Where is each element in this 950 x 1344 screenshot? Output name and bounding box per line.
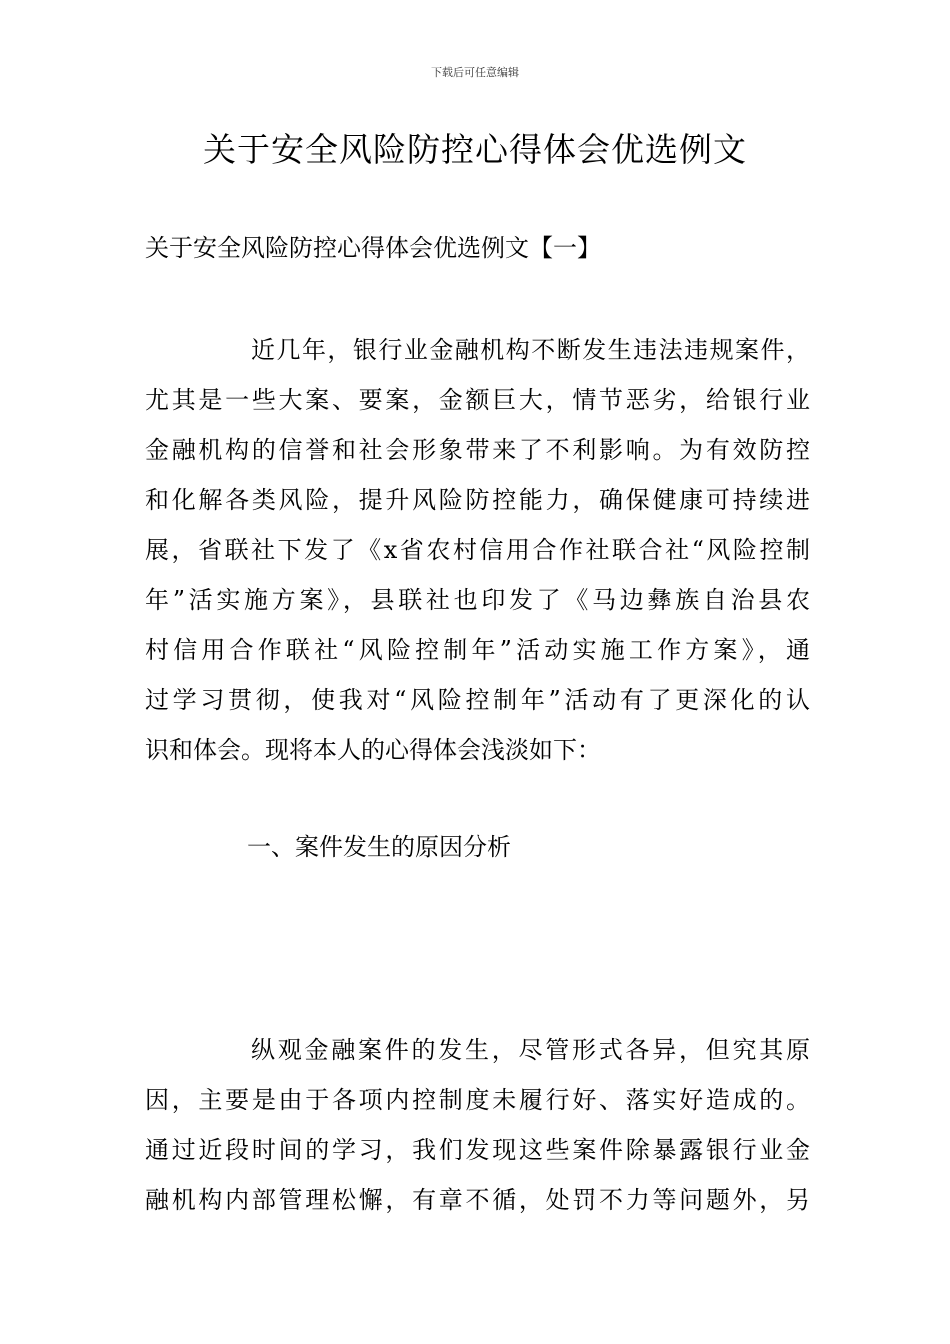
sub-heading: 一、案件发生的原因分析 — [247, 833, 511, 861]
section-title: 关于安全风险防控心得体会优选例文【一】 — [145, 234, 601, 262]
paragraph-line: 识和体会。现将本人的心得体会浅淡如下： — [145, 736, 601, 764]
paragraph-line: 因，主要是由于各项内控制度未履行好、落实好造成的。 — [145, 1086, 810, 1114]
paragraph-line: 年”活实施方案》，县联社也印发了《马边彝族自治县农 — [145, 586, 810, 614]
paragraph-intro — [145, 325, 810, 775]
paragraph-analysis — [145, 1025, 810, 1225]
paragraph-line: 纵观金融案件的发生，尽管形式各异，但究其原 — [251, 1036, 810, 1064]
paragraph-line: 展，省联社下发了《x省农村信用合作社联合社“风险控制 — [145, 536, 810, 564]
paragraph-line: 和化解各类风险，提升风险防控能力，确保健康可持续进 — [145, 486, 810, 514]
paragraph-line: 近几年，银行业金融机构不断发生违法违规案件， — [251, 336, 810, 364]
paragraph-line: 金融机构的信誉和社会形象带来了不利影响。为有效防控 — [145, 436, 810, 464]
paragraph-line: 通过近段时间的学习，我们发现这些案件除暴露银行业金 — [145, 1136, 810, 1164]
paragraph-line: 过学习贯彻，使我对“风险控制年”活动有了更深化的认 — [145, 686, 810, 714]
paragraph-line: 融机构内部管理松懈，有章不循，处罚不力等问题外，另 — [145, 1186, 810, 1214]
paragraph-line: 村信用合作联社“风险控制年”活动实施工作方案》，通 — [145, 636, 810, 664]
header-note: 下载后可任意编辑 — [431, 66, 519, 79]
paragraph-line: 尤其是一些大案、要案，金额巨大，情节恶劣，给银行业 — [145, 386, 810, 414]
document-title: 关于安全风险防控心得体会优选例文 — [203, 130, 747, 169]
